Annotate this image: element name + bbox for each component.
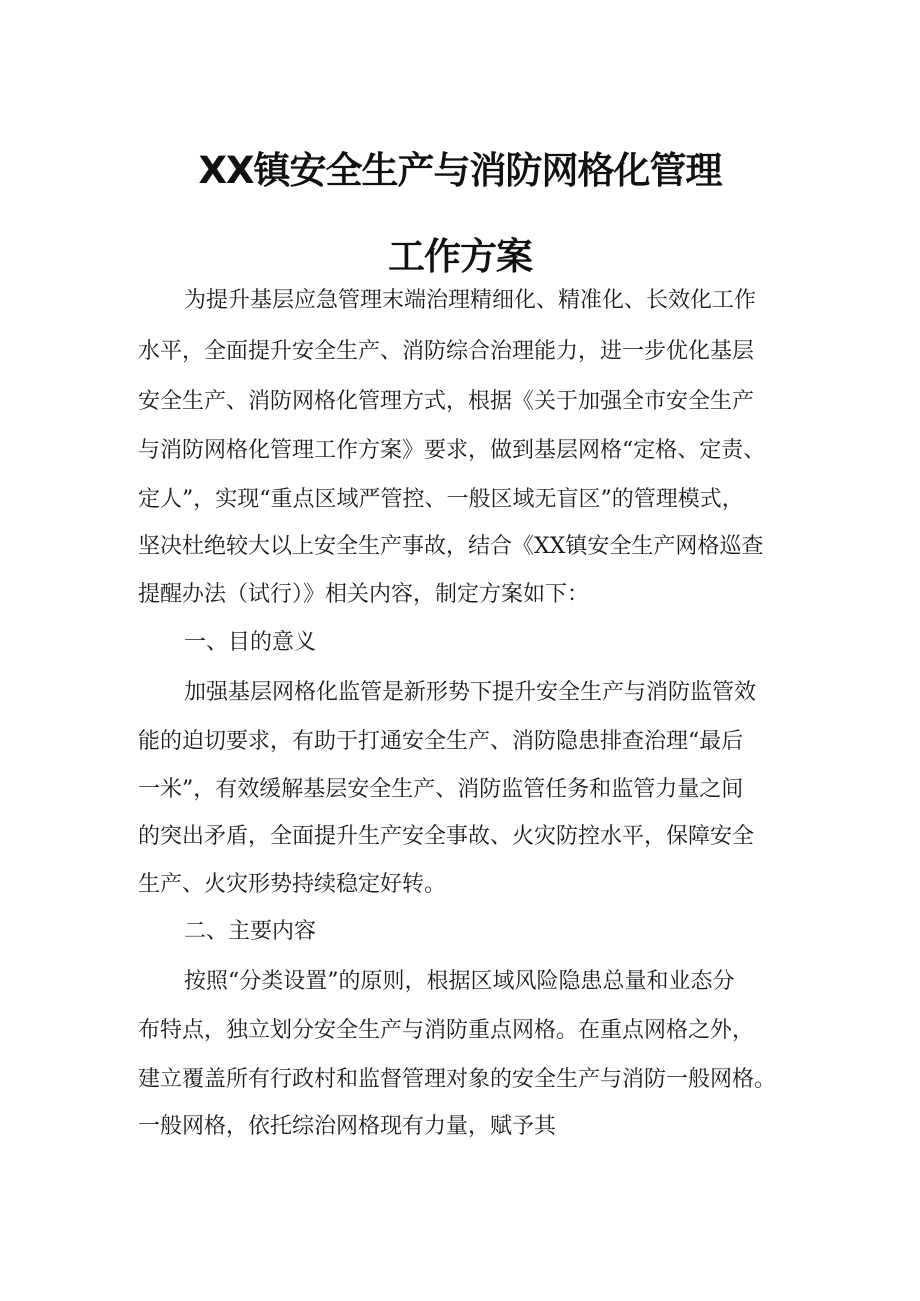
body-line-text: 一般网格，依托综治网格现有力量，赋予其 bbox=[138, 1114, 557, 1139]
body-line-text: 按照“分类设置”的原则，根据区域风险隐患总量和业态分 bbox=[184, 969, 735, 994]
body-line-text: 能的迫切要求，有助于打通安全生产、消防隐患排查治理“最后 bbox=[138, 729, 744, 754]
body-line-text: 坚决杜绝较大以上安全生产事故，结合《XX镇安全生产网格巡查 bbox=[138, 534, 764, 559]
document-title-line1: XX镇安全生产与消防网格化管理 bbox=[198, 149, 722, 192]
document-title-line2: 工作方案 bbox=[388, 235, 532, 278]
body-line-text: 一米”，有效缓解基层安全生产、消防监管任务和监管力量之间 bbox=[138, 777, 744, 802]
body-line-text: 建立覆盖所有行政村和监督管理对象的安全生产与消防一般网格。 bbox=[138, 1067, 777, 1092]
body-line-text: 生产、火灾形势持续稳定好转。 bbox=[138, 872, 447, 897]
section-heading-text: 二、主要内容 bbox=[184, 919, 317, 944]
body-line-text: 为提升基层应急管理末端治理精细化、精准化、长效化工作 bbox=[184, 288, 757, 313]
body-line-text: 加强基层网格化监管是新形势下提升安全生产与消防监管效 bbox=[184, 680, 757, 705]
body-line-text: 安全生产、消防网格化管理方式，根据《关于加强全市安全生产 bbox=[138, 389, 755, 414]
body-line-text: 水平，全面提升安全生产、消防综合治理能力，进一步优化基层 bbox=[138, 339, 755, 364]
section-heading-text: 一、目的意义 bbox=[184, 630, 317, 655]
body-line-text: 提醒办法（试行）》相关内容，制定方案如下： bbox=[138, 582, 590, 607]
body-line-text: 定人”，实现“重点区域严管控、一般区域无盲区”的管理模式， bbox=[138, 487, 744, 512]
body-line-text: 与消防网格化管理工作方案》要求，做到基层网格“定格、定责、 bbox=[138, 438, 766, 463]
body-line-text: 布特点，独立划分安全生产与消防重点网格。在重点网格之外， bbox=[138, 1018, 755, 1043]
body-line-text: 的突出矛盾，全面提升生产安全事故、火灾防控水平，保障安全 bbox=[138, 824, 755, 849]
